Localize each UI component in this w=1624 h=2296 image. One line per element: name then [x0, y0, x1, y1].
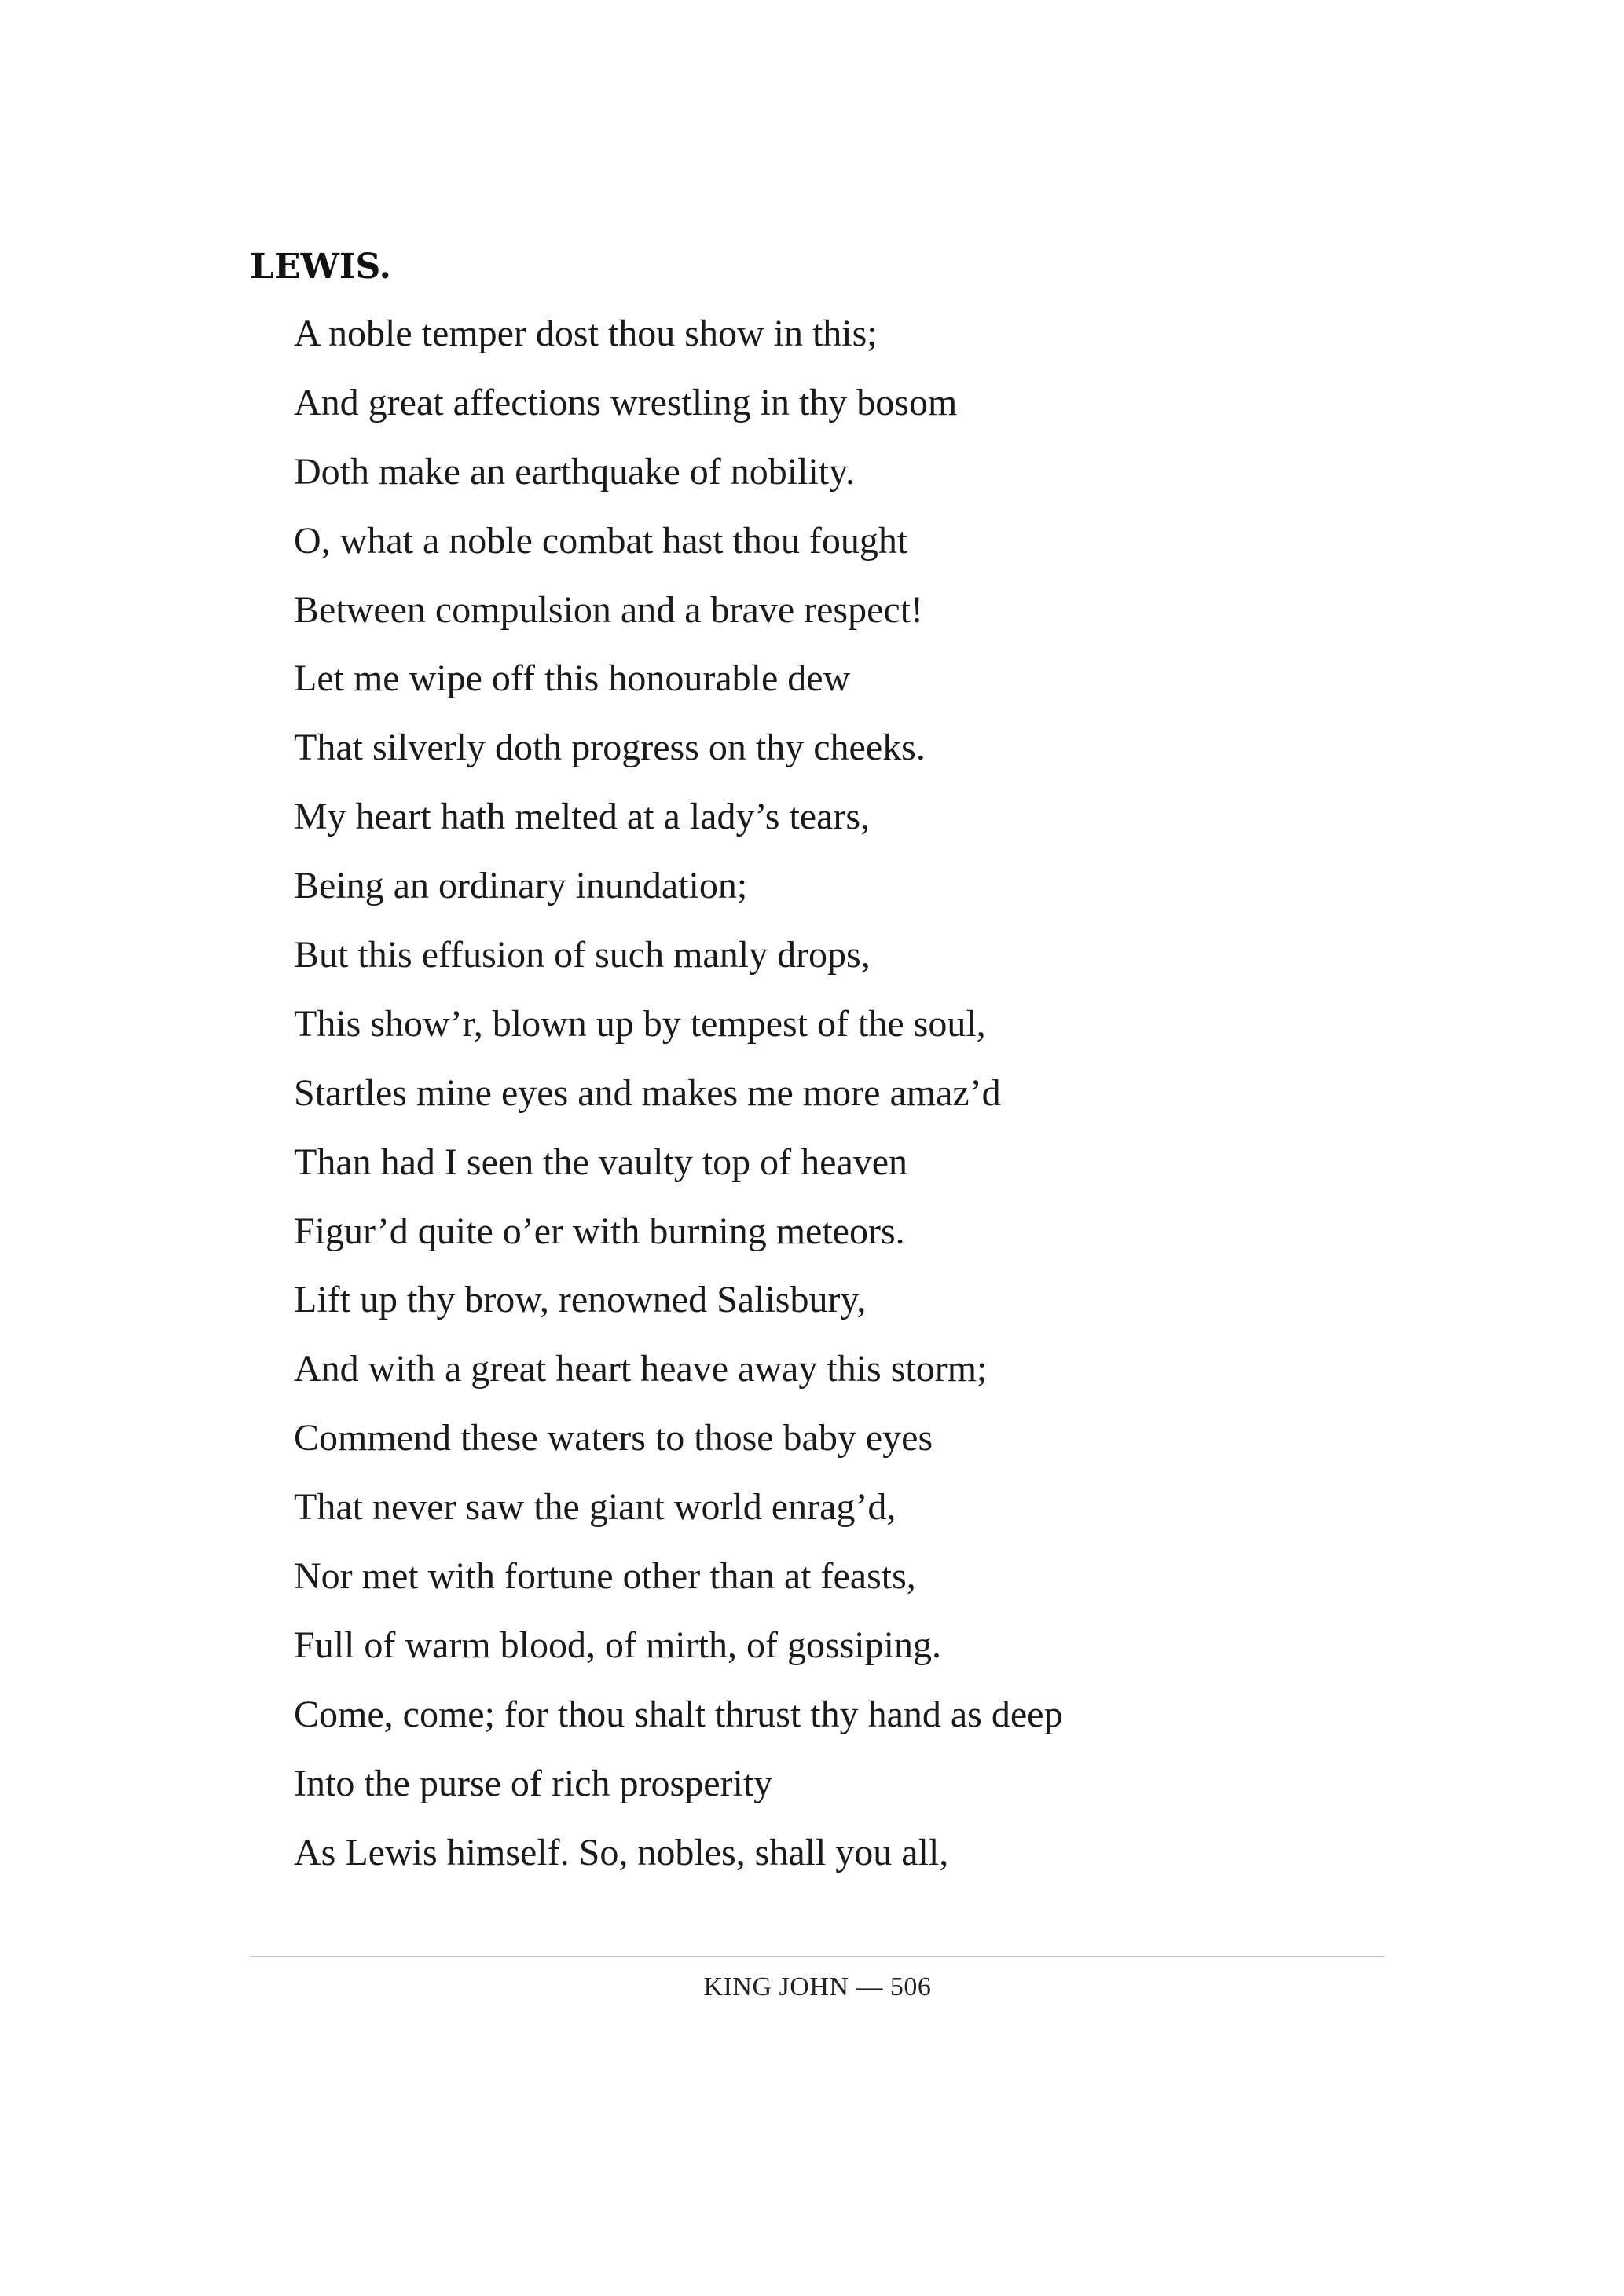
verse-line: Commend these waters to those baby eyes: [294, 1417, 933, 1459]
verse-line: Figur’d quite o’er with burning meteors.: [294, 1210, 905, 1252]
verse-line: This show’r, blown up by tempest of the soul,: [294, 1002, 986, 1045]
verse-line: A noble temper dost thou show in this;: [294, 313, 878, 354]
footer-divider: [250, 1956, 1385, 1957]
verse-line: Full of warm blood, of mirth, of gossiping.: [294, 1624, 941, 1666]
verse-line: That never saw the giant world enrag’d,: [294, 1486, 896, 1529]
verse-line: As Lewis himself. So, nobles, shall you all,: [294, 1831, 949, 1873]
verse-line: Startles mine eyes and makes me more amaz’d: [294, 1071, 1001, 1114]
verse-line: And great affections wrestling in thy bosom: [294, 381, 958, 423]
verse-line: Let me wipe off this honourable dew: [294, 657, 851, 700]
verse-line: But this effusion of such manly drops,: [294, 934, 871, 976]
verse-line: Doth make an earthquake of nobility.: [294, 450, 855, 493]
verse-line: Into the purse of rich prosperity: [294, 1762, 773, 1804]
verse-line: Lift up thy brow, renowned Salisbury,: [294, 1279, 867, 1321]
verse-block: [294, 306, 1062, 1894]
verse-line: Nor met with fortune other than at feasts,: [294, 1555, 916, 1598]
verse-line: Being an ordinary inundation;: [294, 865, 748, 907]
speaker-name: LEWIS.: [250, 247, 391, 287]
verse-line: My heart hath melted at a lady’s tears,: [294, 796, 871, 838]
verse-line: Between compulsion and a brave respect!: [294, 588, 924, 631]
verse-line: Than had I seen the vaulty top of heaven: [294, 1141, 908, 1183]
verse-line: O, what a noble combat hast thou fought: [294, 519, 908, 562]
verse-line: That silverly doth progress on thy cheeks.: [294, 727, 926, 769]
verse-line: Come, come; for thou shalt thrust thy hand as deep: [294, 1693, 1063, 1735]
page-footer: KING JOHN — 506: [703, 1972, 932, 2001]
verse-line: And with a great heart heave away this storm;: [294, 1348, 988, 1390]
